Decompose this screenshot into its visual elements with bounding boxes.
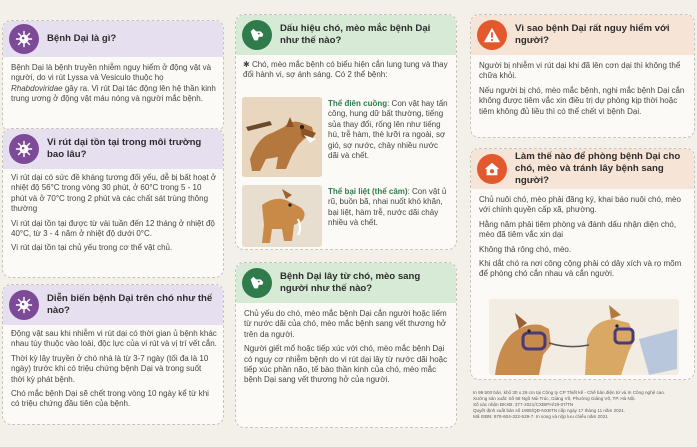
furious-dog-illustration <box>242 97 322 177</box>
card-header <box>471 149 694 189</box>
paragraph: Hằng năm phải tiêm phòng và đánh dấu nhận diện chó, mèo đã tiêm vắc xin dại <box>479 219 677 240</box>
muzzled-dogs-illustration <box>489 299 679 375</box>
card-title: Vì sao bệnh Dại rất nguy hiểm với người? <box>515 23 670 46</box>
card-body <box>479 61 688 121</box>
card-title: Bệnh Dại lây từ chó, mèo sang người như thế nào? <box>280 271 421 294</box>
virus-icon <box>9 134 39 164</box>
paragraph: Nếu người bị chó, mèo mắc bệnh, nghi mắc bệnh Dại cắn không được tiêm vắc xin điều trị dự phòng kịp thời hoặc tiêm không đủ liều thì có thể chết vì bệnh Dại. <box>479 85 685 116</box>
footer-line: In 99.500 bản, khổ 30 x 29 cm tại Công ty CP Thiết kế - Chế bản điện tử và In Công nghệ cao. <box>473 390 666 395</box>
footer-line: Số xác nhận ĐKXB: 377-2021/CXBIPH/19-07/TN <box>473 402 574 407</box>
card-header <box>471 15 694 55</box>
card-danger-to-humans <box>470 14 695 138</box>
paragraph: Bệnh Dại là bệnh truyền nhiễm nguy hiểm ở động vật và người, do vi rút Lyssa và Vesiculo thuộc họ Rhabdoviridae gây ra. Vi rút Dại tác động lên hệ thần kinh trung ương ở động vật máu nóng và người mắc bệnh. <box>11 63 216 104</box>
paragraph: Chó mắc bệnh Dại sẽ chết trong vòng 10 ngày kể từ khi có triệu chứng đầu tiên của bệnh. <box>11 389 209 409</box>
card-body <box>479 195 688 284</box>
house-pet-icon <box>477 154 507 184</box>
footer-line: Xưởng sản xuất: Số 68 Ngõ Núi Trúc, Giảng Võ, Phường Giảng Võ, TP. Hà Nội. <box>473 396 636 401</box>
paragraph: Không thả rông chó, mèo. <box>479 244 572 254</box>
virus-icon <box>9 290 39 320</box>
footer-line: Mã ISBN: 978-604-322-529-7. In xong và nộp lưu chiểu năm 2021 <box>473 414 608 419</box>
paragraph: Người giết mổ hoặc tiếp xúc với chó, mèo mắc bệnh Dại có nguy cơ nhiễm bệnh do vi rút dại lây từ nước dãi hoặc tiếp xúc phần não, tế bào thần kinh của chó, mèo mắc bệnh Dại sang vết thương hở của người. <box>244 344 448 385</box>
card-what-is-rabies <box>2 20 224 132</box>
card-title: Làm thế nào để phòng bệnh Dại cho chó, mèo và tránh lây bệnh sang người? <box>515 151 681 186</box>
paragraph: Vi rút dại tồn tại được từ vài tuần đến 12 tháng ở nhiệt độ 40°C, từ 3 - 4 năm ở nhiệt độ dưới 0°C. <box>11 218 215 239</box>
paragraph: Chủ yếu do chó, mèo mắc bệnh Dại cắn người hoặc liếm từ nước dãi của chó, mèo mắc bệnh sang vết thương hở trên da người. <box>244 309 447 339</box>
warning-icon <box>477 20 507 50</box>
paragraph: Vi rút dại tồn tại chủ yếu trong cơ thể vật chủ. <box>11 243 173 253</box>
card-header <box>3 21 223 57</box>
card-signs <box>235 14 457 250</box>
paragraph: Động vật sau khi nhiễm vi rút dại có thời gian ủ bệnh khác nhau tùy thuộc vào loài, độc lực của vi rút và vị trí vết cắn. <box>11 329 217 349</box>
dog-head-icon <box>242 20 272 50</box>
card-body <box>243 60 450 85</box>
card-header <box>236 263 456 303</box>
footer-line: Quyết định xuất bản số 1905/QĐ-NXBTN cấp ngày 17 tháng 11 năm 2021. <box>473 408 626 413</box>
paragraph: Thể bại liệt (thể câm): Con vật ủ rũ, buồn bã, nhai nuốt khó khăn, bại liệt, hàm trễ, nước dãi chảy nhiều và chết. <box>328 187 447 228</box>
bullet-icon: ✱ <box>243 60 252 69</box>
paralytic-dog-illustration <box>242 185 322 247</box>
card-disease-progression <box>2 284 224 425</box>
card-body <box>11 329 217 414</box>
card-header <box>236 15 456 55</box>
paragraph: Thời kỳ lây truyền ở chó nhà là từ 3-7 ngày (tối đa là 10 ngày) trước khi có triệu chứng bệnh Dại và trong suốt thời kỳ phát bệnh. <box>11 353 209 384</box>
card-virus-survival <box>2 128 224 278</box>
dog-head-icon <box>242 268 272 298</box>
card-title: Vi rút dại tồn tại trong môi trường bao lâu? <box>47 137 202 160</box>
card-title: Diễn biến bệnh Dại trên chó như thế nào? <box>47 293 213 316</box>
form-paralytic-text <box>328 187 450 233</box>
publication-info <box>473 390 695 420</box>
paragraph: Khi dắt chó ra nơi công cộng phải có dây xích và rọ mõm để phòng chó cắn nhau và cắn người. <box>479 259 682 279</box>
paragraph: Chủ nuôi chó, mèo phải đăng ký, khai báo nuôi chó, mèo với chính quyền cấp xã, phường. <box>479 195 681 215</box>
form-furious-text <box>328 99 450 165</box>
card-prevention <box>470 148 695 380</box>
paragraph: Vi rút dại có sức đề kháng tương đối yếu, dễ bị bất hoạt ở nhiệt độ 56°C trong vòng 30 phút, ở 60°C trong 5 - 10 phút và ở 70°C trong 2 phút và các chất sát trùng thông thường <box>11 173 217 214</box>
card-body <box>244 309 450 390</box>
paragraph: ✱ Chó, mèo mắc bệnh có biểu hiện cắn lung tung và thay đổi hành vi, sợ ánh sáng. Có 2 thể bệnh: <box>243 60 448 80</box>
card-body <box>11 63 217 109</box>
card-title: Dấu hiệu chó, mèo mắc bệnh Dại như thế nào? <box>280 23 431 46</box>
paragraph: Người bị nhiễm vi rút dại khi đã lên cơn dại thì không thể chữa khỏi. <box>479 61 681 81</box>
paragraph: Thể điên cuồng: Con vật hay tấn công, hung dữ bất thường, tiếng sủa thay đổi, rống lên như tiếng hú, trễ hàm, thè lưỡi ra ngoài, sợ gió, sợ nước, chảy nhiều nước dãi và chết. <box>328 99 448 161</box>
card-body <box>11 173 217 258</box>
card-header <box>3 285 223 325</box>
virus-icon <box>9 24 39 54</box>
card-title: Bệnh Dại là gì? <box>47 33 117 44</box>
card-transmission <box>235 262 457 428</box>
card-header <box>3 129 223 169</box>
